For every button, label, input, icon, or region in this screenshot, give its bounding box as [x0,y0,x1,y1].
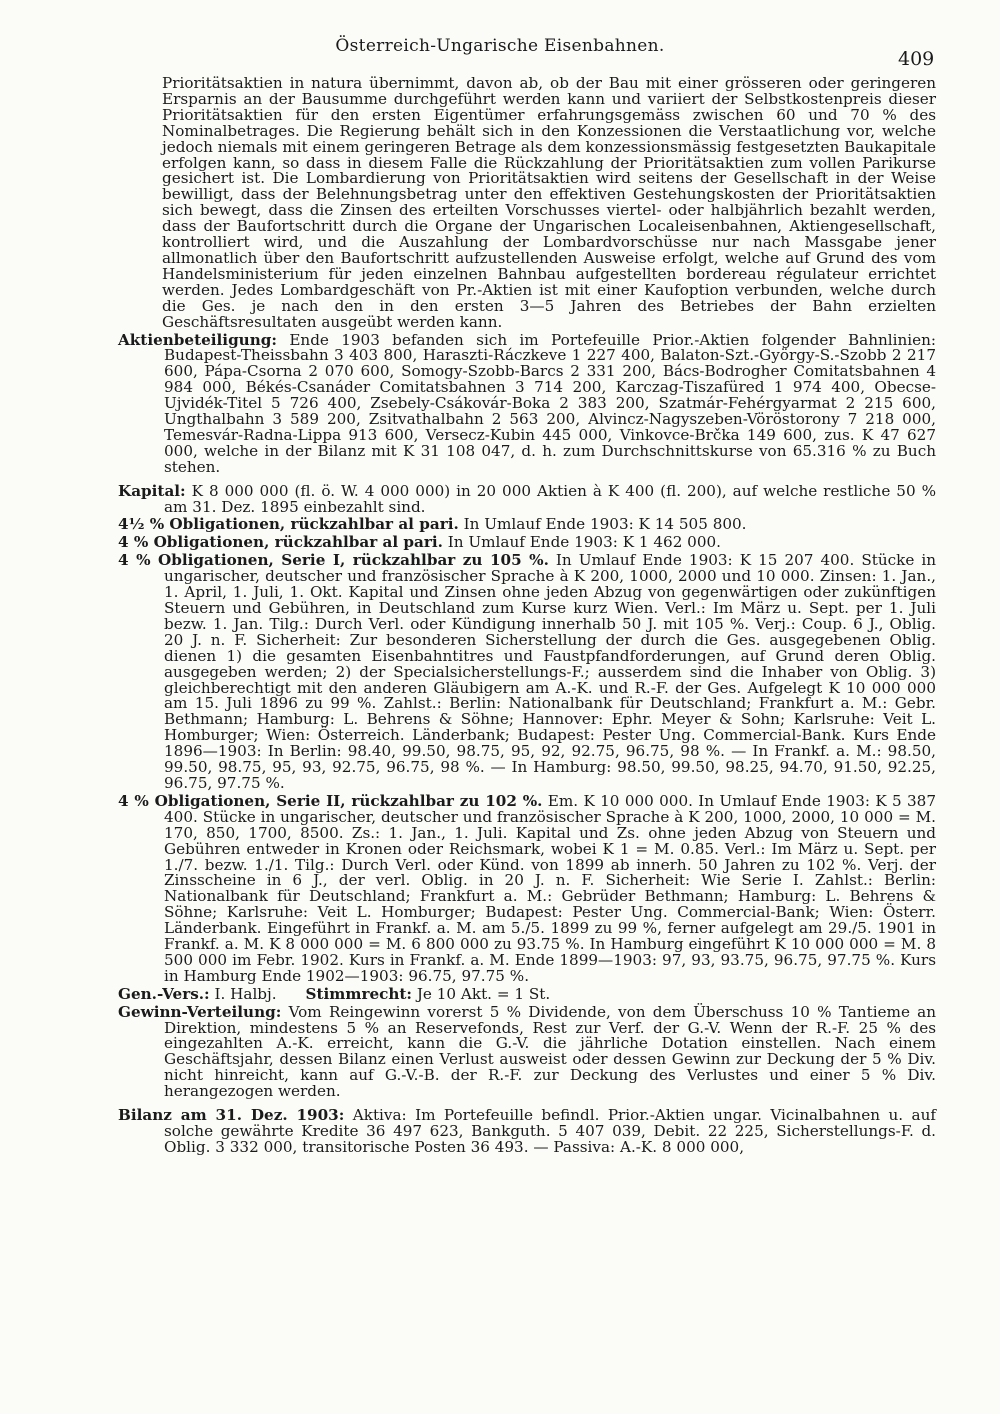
text-gewinn-verteilung: Vom Reingewinn vorerst 5 % Dividende, von dem Überschuss 10 % Tantieme an Direktion, mindestens 5 % an Reservefonds, Rest zur Verf. der G.-V. Wenn der R.-F. 25 % des eingezahlten A.-K. erreicht, kann die G.-V. die jährliche Dotation einstellen. Nach einem Geschäftsjahr, dessen Bilanz einen Verlust ausweist oder dessen Gewinn zur Deckung der 5 % Div. nicht hinreicht, kann auf G.-V.-B. der R.-F. zur Deckung des Verlustes und einer 5 % Div. herangezogen werden. [164,1002,937,1101]
heading-obligationen-4: 4 % Obligationen, rückzahlbar al pari. [118,533,443,552]
text-obligationen-4-5: In Umlauf Ende 1903: K 14 505 800. [463,515,747,534]
heading-aktienbeteiligung: Aktienbeteiligung: [118,330,277,349]
paragraph-bilanz [118,1108,936,1156]
paragraph-gewinn-verteilung [118,1002,937,1101]
heading-obligationen-serie-1: 4 % Obligationen, Serie I, rückzahlbar zu 105 %. [118,551,549,570]
paragraph-obligationen-serie-1 [118,553,936,792]
heading-obligationen-serie-2: 4 % Obligationen, Serie II, rückzahlbar zu 102 %. [118,791,543,810]
heading-bilanz: Bilanz am 31. Dez. 1903: [118,1106,345,1125]
paragraph-intro [118,76,936,331]
text-bilanz: Aktiva: Im Portefeuille befindl. Prior.-Aktien ungar. Vicinalbahnen u. auf solche gewährte Kredite 36 497 623, Bankguth. 5 407 039, Debit. 22 225, Sicherstellungs-F. d. Oblig. 3 332 000, transitorische Posten 36 493. — Passiva: A.-K. 8 000 000, [164,1106,936,1156]
paragraph-gen-vers [118,984,936,1003]
body-text [118,76,936,1158]
intro-text: Prioritätsaktien in natura übernimmt, davon ab, ob der Bau mit einer grösseren oder geringeren Ersparnis an der Bausumme durchgeführt werden kann und variiert der Selbstkostenpreis dieser Prioritätsaktien für den ersten Eigentümer erfahrungsgemäss zwischen 60 und 70 % des Nominalbetrages. Die Regierung behält sich in den Konzessionen die Verstaatlichung vor, welche jedoch niemals mit einem geringeren Betrage als dem konzessionsmässig festgesetzten Baukapitale erfolgen kann, so dass in diesem Falle die Rückzahlung der Prioritätsaktien zum vollen Parikurse gesichert ist. Die Lombardierung von Prioritätsaktien wird seitens der Gesellschaft in der Weise bewilligt, dass der Belehnungsbetrag unter den effektiven Gestehungskosten der Prioritätsaktien sich bewegt, dass die Zinsen des erteilten Vorschusses viertel- oder halbjährlich bezahlt werden, dass der Baufortschritt durch die Organe der Ungarischen Localeisenbahnen, Aktiengesellschaft, kontrolliert wird, und die Auszahlung der Lombardvorschüsse nur nach Massgabe jener allmonatlich über den Baufortschritt aufzustellenden Ausweise erfolgt, welche auf Grund des vom Handelsministerium für jeden einzelnen Bahnbau aufgestellten bordereau régulateur errichtet werden. Jedes Lombardgeschäft von Pr.-Aktien ist mit einer Kaufoption verbunden, welche durch die Ges. je nach den in den ersten 3—5 Jahren des Betriebes der Bahn erzielten Geschäftsresultaten ausgeübt werden kann. [162,74,936,331]
heading-gen-vers: Gen.-Vers.: [118,984,210,1003]
text-obligationen-serie-1: In Umlauf Ende 1903: K 15 207 400. Stücke in ungarischer, deutscher und französischer Sprache à K 200, 1000, 2000 und 10 000. Zinsen: 1. Jan., 1. April, 1. Juli, 1. Okt. Kapital und Zinsen ohne jeden Abzug von gegenwärtigen oder zukünftigen Steuern und Gebühren, in Deutschland zum Kurse kurz Wien. Verl.: Im März u. Sept. per 1. Juli bezw. 1. Jan. Tilg.: Durch Verl. oder Kündigung innerhalb 50 J. mit 105 %. Verj.: Coup. 6 J., Oblig. 20 J. n. F. Sicherheit: Zur besonderen Sicherstellung der durch die Ges. ausgegebenen Oblig. dienen 1) die gesamten Eisenbahntitres und Faustpfandforderungen, auf Grund deren Oblig. ausgegeben werden; 2) der Specialsicherstellungs-F.; ausserdem sind die Inhaber von Oblig. 3) gleichberechtigt mit den anderen Gläubigern am A.-K. und R.-F. der Ges. Aufgelegt K 10 000 000 am 15. Juli 1896 zu 99 %. Zahlst.: Berlin: Nationalbank für Deutschland; Frankfurt a. M.: Gebr. Bethmann; Hamburg: L. Behrens & Söhne; Hannover: Ephr. Meyer & Sohn; Karlsruhe: Veit L. Homburger; Wien: Österreich. Länderbank; Budapest: Pester Ung. Commercial-Bank. Kurs Ende 1896—1903: In Berlin: 98.40, 99.50, 98.75, 95, 92, 92.75, 96.75, 98 %. — In Frankf. a. M.: 98.50, 99.50, 98.75, 95, 93, 92.75, 96.75, 98 %. — In Hamburg: 98.50, 99.50, 98.25, 94.70, 91.50, 92.25, 96.75, 97.75 %. [164,551,936,792]
page-number: 409 [898,48,935,70]
heading-kapital: Kapital: [118,481,186,500]
text-stimmrecht: Je 10 Akt. = 1 St. [416,984,551,1003]
text-obligationen-4: In Umlauf Ende 1903: K 1 462 000. [447,533,721,552]
paragraph-obligationen-4 [118,535,936,551]
text-obligationen-serie-2: Em. K 10 000 000. In Umlauf Ende 1903: K 5 387 400. Stücke in ungarischer, deutscher und französischer Sprache à K 200, 1000, 2000, 10 000 = M. 170, 850, 1700, 8500. Zs.: 1. Jan., 1. Juli. Kapital und Zs. ohne jeden Abzug von Steuern und Gebühren entweder in Kronen oder Reichsmark, wobei K 1 = M. 0.85. Verl.: Im März u. Sept. per 1./7. bezw. 1./1. Tilg.: Durch Verl. oder Künd. von 1899 ab innerh. 50 Jahren zu 102 %. Verj. der Zinsscheine in 6 J., der verl. Oblig. in 20 J. n. F. Sicherheit: Wie Serie I. Zahlst.: Berlin: Nationalbank für Deutschland; Frankfurt a. M.: Gebrüder Bethmann; Hamburg: L. Behrens & Söhne; Karlsruhe: Veit L. Homburger; Budapest: Pester Ung. Commercial-Bank; Wien: Österr. Länderbank. Eingeführt in Frankf. a. M. am 5./5. 1899 zu 99 %, ferner aufgelegt am 29./5. 1901 in Frankf. a. M. K 8 000 000 = M. 6 800 000 zu 93.75 %. In Hamburg eingeführt K 10 000 000 = M. 8 500 000 im Febr. 1902. Kurs in Frankf. a. M. Ende 1899—1903: 97, 93, 93.75, 96.75, 97.75 %. Kurs in Hamburg Ende 1902—1903: 96.75, 97.75 %. [164,791,937,985]
running-header: Österreich-Ungarische Eisenbahnen. [335,36,665,56]
heading-gewinn-verteilung: Gewinn-Verteilung: [118,1002,282,1021]
paragraph-aktienbeteiligung [118,330,937,476]
paragraph-kapital [118,481,936,516]
heading-stimmrecht: Stimmrecht: [305,984,413,1003]
heading-obligationen-4-5: 4½ % Obligationen, rückzahlbar al pari. [118,515,459,534]
text-kapital: K 8 000 000 (fl. ö. W. 4 000 000) in 20 000 Aktien à K 400 (fl. 200), auf welche restliche 50 % am 31. Dez. 1895 einbezahlt sind. [164,481,936,516]
text-gen-vers: I. Halbj. [214,984,277,1003]
paragraph-obligationen-serie-2 [118,791,937,985]
paragraph-obligationen-4-5 [118,517,936,533]
text-aktienbeteiligung: Ende 1903 befanden sich im Portefeuille Prior.-Aktien folgender Bahnlinien: Budapest-Theissbahn 3 403 800, Haraszti-Ráczkeve 1 227 400, Balaton-Szt.-György-S.-Szobb 2 217 600, Pápa-Csorna 2 070 600, Somogy-Szobb-Barcs 2 331 200, Bács-Bodrogher Comitatsbahnen 4 984 000, Békés-Csanáder Comitatsbahnen 3 714 200, Karczag-Tiszafüred 1 974 400, Obecse-Ujvidék-Titel 5 726 400, Zsebely-Csákovár-Boka 2 383 200, Szatmár-Fehérgyarmat 2 215 600, Ungthalbahn 3 589 200, Zsitvathalbahn 2 563 200, Alvincz-Nagyszeben-Vöröstorony 7 218 000, Temesvár-Radna-Lippa 913 600, Versecz-Kubin 445 000, Vinkovce-Brčka 149 600, zus. K 47 627 000, welche in der Bilanz mit K 31 108 047, d. h. zum Durchschnittskurse von 65.316 % zu Buch stehen. [164,330,937,476]
